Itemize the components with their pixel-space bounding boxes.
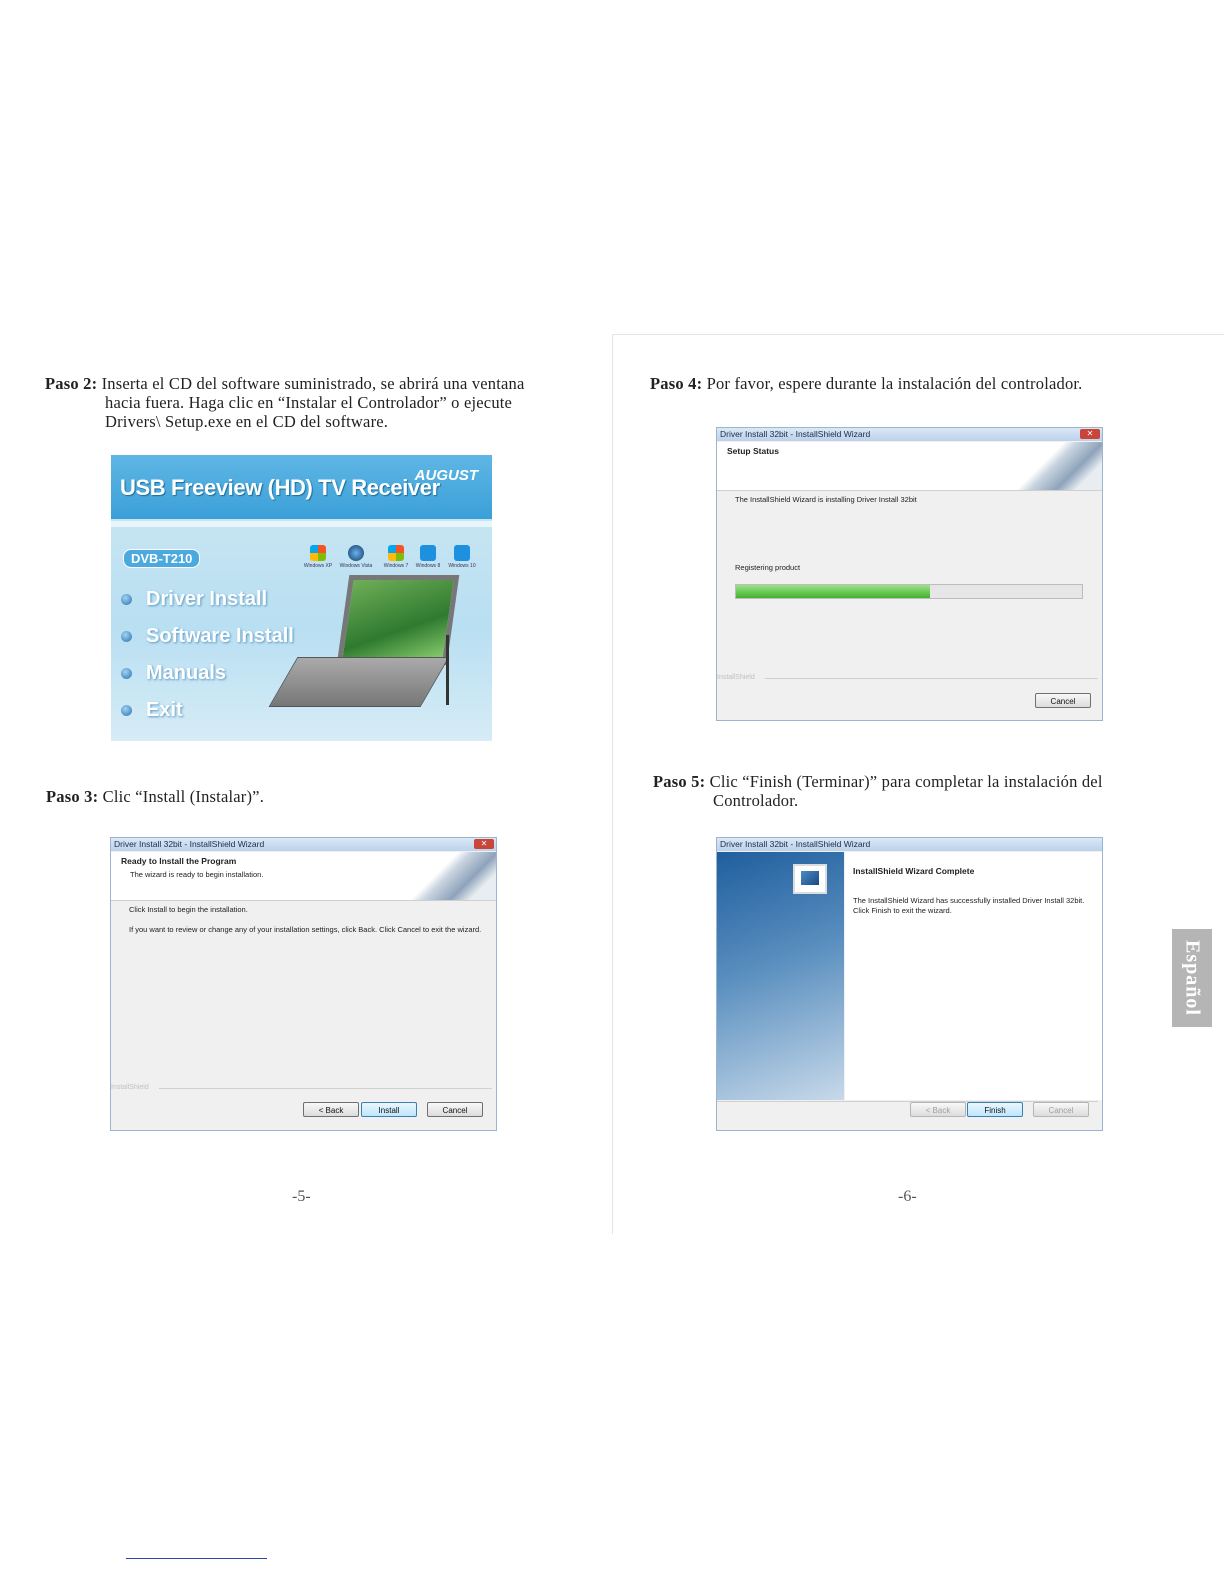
windows-xp-logo: Windows XP <box>301 545 335 569</box>
autorun-title: USB Freeview (HD) TV Receiver <box>120 475 440 500</box>
menu-item-software-install[interactable]: Software Install <box>121 625 294 648</box>
menu-item-manuals[interactable]: Manuals <box>121 662 226 685</box>
dialog-titlebar: Driver Install 32bit - InstallShield Wizard <box>111 838 496 851</box>
cancel-button[interactable]: Cancel <box>1035 693 1091 708</box>
cancel-button[interactable]: Cancel <box>1033 1102 1089 1117</box>
status-text: Registering product <box>735 563 801 572</box>
step-3-label: Paso 3: <box>46 787 99 806</box>
dialog-body-1: Click Install to begin the installation. <box>129 905 248 914</box>
wizard-status-dialog <box>716 427 1103 721</box>
autorun-menu-screenshot <box>111 455 492 741</box>
wizard-side-banner <box>717 852 844 1100</box>
menu-item-driver-install[interactable]: Driver Install <box>121 588 267 611</box>
windows-10-icon <box>454 545 470 561</box>
installshield-graphic <box>412 852 496 900</box>
step-5-instruction <box>653 772 1173 810</box>
windows-10-logo: Windows 10 <box>445 545 479 569</box>
dialog-subheading: The wizard is ready to begin installation. <box>130 870 264 879</box>
dialog-separator <box>765 678 1098 679</box>
windows-8-icon <box>420 545 436 561</box>
laptop-illustration <box>283 575 453 725</box>
dialog-body: The InstallShield Wizard has successfully installed Driver Install 32bit. Click Finish to exit the wizard. <box>853 896 1085 915</box>
menu-item-exit[interactable]: Exit <box>121 699 183 722</box>
bullet-icon <box>121 668 132 679</box>
dialog-header <box>111 852 496 901</box>
step-2-label: Paso 2: <box>45 374 98 393</box>
windows-vista-logo: Windows Vista <box>339 545 373 569</box>
bullet-icon <box>121 631 132 642</box>
windows-7-icon <box>388 545 404 561</box>
step-3-text: Clic “Install (Instalar)”. <box>102 787 265 806</box>
progress-bar <box>735 584 1083 599</box>
step-5-line-1: Clic “Finish (Terminar)” para completar la instalación del <box>709 772 1103 791</box>
language-tab-label: Español <box>1181 940 1204 1016</box>
dialog-heading: Setup Status <box>727 446 779 456</box>
dialog-separator <box>159 1088 492 1089</box>
brand-logo: AUGUST <box>414 467 478 484</box>
installshield-watermark: InstallShield <box>717 674 755 681</box>
dialog-body: The InstallShield Wizard is installing Driver Install 32bit <box>735 495 917 504</box>
page-divider-vertical <box>612 334 613 1234</box>
step-5-label: Paso 5: <box>653 772 706 791</box>
windows-7-logo: Windows 7 <box>379 545 413 569</box>
installer-icon <box>793 864 827 894</box>
dialog-titlebar: Driver Install 32bit - InstallShield Wizard <box>717 838 1102 851</box>
wizard-ready-dialog <box>110 837 497 1131</box>
dialog-heading: InstallShield Wizard Complete <box>853 866 975 876</box>
back-button[interactable]: < Back <box>910 1102 966 1117</box>
step-2-line-1: Inserta el CD del software suministrado, se abrirá una ventana <box>101 374 525 393</box>
footer-line <box>126 1558 267 1559</box>
step-3-instruction <box>46 787 264 806</box>
installshield-graphic <box>1018 442 1102 490</box>
progress-fill <box>736 585 930 598</box>
header-band <box>111 521 492 527</box>
step-4-text: Por favor, espere durante la instalación del controlador. <box>706 374 1083 393</box>
step-4-label: Paso 4: <box>650 374 703 393</box>
dialog-titlebar: Driver Install 32bit - InstallShield Wizard <box>717 428 1102 441</box>
bullet-icon <box>121 594 132 605</box>
page-number-left: -5- <box>292 1188 311 1205</box>
cancel-button[interactable]: Cancel <box>427 1102 483 1117</box>
autorun-header <box>111 455 492 519</box>
antenna-illustration <box>446 635 449 705</box>
page-divider-horizontal <box>612 334 1224 335</box>
page-number-right: -6- <box>898 1188 917 1205</box>
step-2-line-3: Drivers\ Setup.exe en el CD del software. <box>105 412 389 431</box>
wizard-complete-dialog <box>716 837 1103 1131</box>
laptop-keyboard <box>269 657 450 707</box>
close-icon[interactable]: ✕ <box>474 839 494 849</box>
laptop-screen <box>337 575 460 665</box>
windows-8-logo: Windows 8 <box>411 545 445 569</box>
windows-xp-icon <box>310 545 326 561</box>
dialog-body-2: If you want to review or change any of your installation settings, click Back. Click Cancel to exit the wizard. <box>129 925 482 934</box>
step-2-instruction <box>45 374 585 431</box>
step-5-line-2: Controlador. <box>713 791 799 810</box>
dialog-header <box>717 442 1102 491</box>
close-icon[interactable]: ✕ <box>1080 429 1100 439</box>
bullet-icon <box>121 705 132 716</box>
install-button[interactable]: Install <box>361 1102 417 1117</box>
dialog-heading: Ready to Install the Program <box>121 856 237 866</box>
wizard-content-panel <box>845 852 1102 1100</box>
step-4-instruction <box>650 374 1083 393</box>
language-tab <box>1172 929 1212 1027</box>
back-button[interactable]: < Back <box>303 1102 359 1117</box>
installshield-watermark: InstallShield <box>111 1084 149 1091</box>
finish-button[interactable]: Finish <box>967 1102 1023 1117</box>
model-badge: DVB-T210 <box>123 549 200 568</box>
step-2-line-2: hacia fuera. Haga clic en “Instalar el Controlador” o ejecute <box>105 393 513 412</box>
windows-vista-icon <box>348 545 364 561</box>
